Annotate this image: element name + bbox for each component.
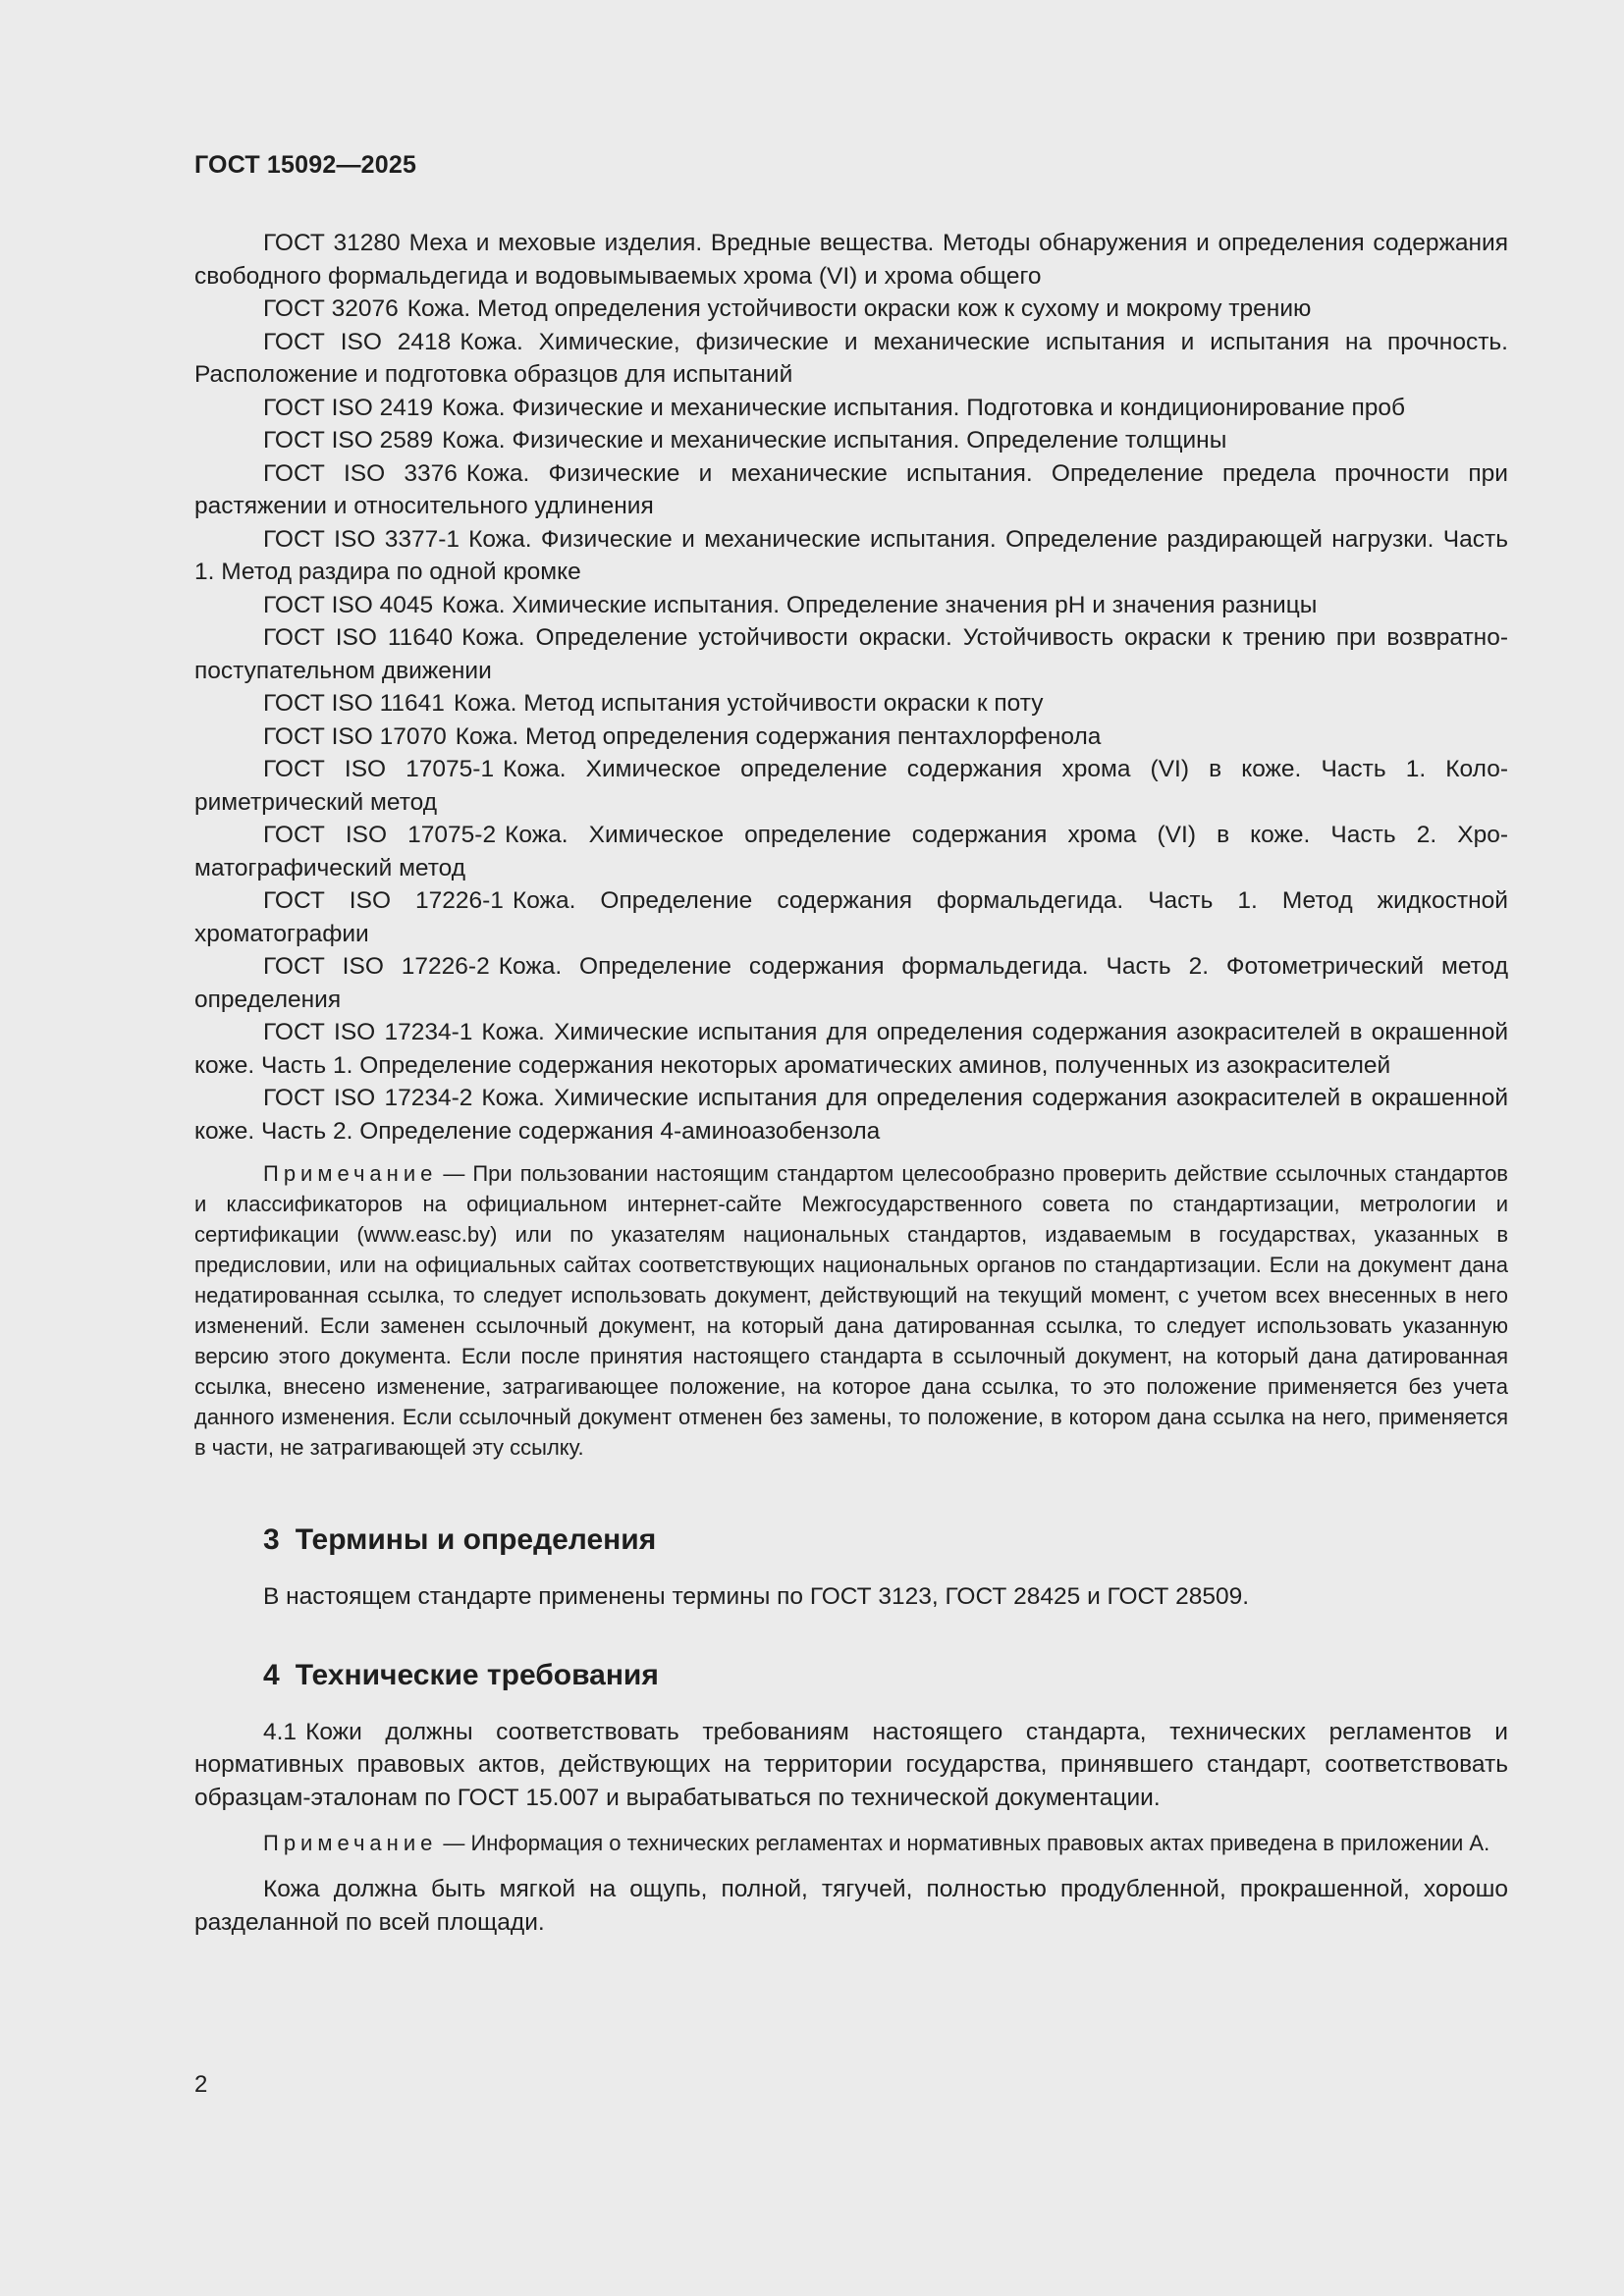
section-number: 3	[263, 1523, 280, 1556]
reference-code: ГОСТ 32076	[263, 295, 399, 322]
clause-4-1-note	[194, 1828, 1508, 1858]
page-number: 2	[194, 2071, 208, 2098]
reference-title: Кожа. Химическое определение содержания хрома (VI) в коже. Часть 1. Колориметрический метод	[194, 756, 1508, 816]
reference-code: ГОСТ 31280	[263, 230, 401, 256]
section-3-heading	[263, 1523, 1508, 1557]
reference-item	[194, 457, 1508, 523]
reference-title: Кожа. Физические и механические испытания. Определение толщины	[442, 427, 1227, 454]
reference-title: Кожа. Химические испытания для определения содержания азокрасителей в окрашенной коже. Часть 2. Определение содержания 4-аминоазобензола	[194, 1085, 1508, 1145]
reference-code: ГОСТ ISO 11640	[263, 624, 454, 651]
reference-item	[194, 753, 1508, 819]
reference-code: ГОСТ ISO 11641	[263, 690, 445, 717]
reference-item	[194, 589, 1508, 622]
reference-item	[194, 621, 1508, 687]
reference-code: ГОСТ ISO 17075-1	[263, 756, 495, 782]
reference-code: ГОСТ ISO 17226-2	[263, 953, 490, 980]
reference-title: Кожа. Метод испытания устойчивости окраски к поту	[453, 690, 1044, 717]
reference-code: ГОСТ ISO 3377-1	[263, 525, 460, 553]
document-page	[194, 137, 1508, 1939]
reference-item	[194, 227, 1508, 293]
section-title: Технические требования	[295, 1658, 659, 1691]
section-3-text: В настоящем стандарте применены термины по ГОСТ 3123, ГОСТ 28425 и ГОСТ 28509.	[263, 1583, 1250, 1610]
reference-item	[194, 1082, 1508, 1148]
reference-item	[194, 950, 1508, 1016]
note-text: — При пользовании настоящим стандартом целесообразно проверить действие ссылочных стандартов и классификаторов на официальном интернет-сайте Межгосударственного совета по стандартизации, метрологии и сертификации (www.easc.by) или по указателям национальных стандартов, издаваемым в государствах, указанных в предисловии, или на официальных сайтах соответствующих национальных органов по стандартизации. Если на документ дана недатированная ссылка, то следует использовать документ, действующий на текущий момент, с учетом всех внесенных в него изменений. Если заменен ссылочный документ, на который дана датированная ссылка, то следует использовать указанную версию этого документа. Если после принятия настоящего стандарта в ссылочный документ, на который дана датированная ссылка, внесено изменение, затрагивающее положение, на которое дана ссылка, то это положение применяется без учета данного изменения. Если ссылочный документ отменен без замены, то положение, в котором дана ссылка на него, применяется в части, не затрагивающей эту ссылку.	[194, 1161, 1508, 1460]
clause-text: Кожи должны соответствовать требованиям настоящего стандарта, технических регламентов и нормативных правовых актов, действующих на территории государства, принявшего стандарт, соответствовать образцам-эталонам по ГОСТ 15.007 и вырабатываться по технической документации.	[194, 1718, 1508, 1811]
section-4-heading	[263, 1659, 1508, 1692]
reference-item	[194, 392, 1508, 425]
reference-title: Кожа. Физические и механические испытания. Определение предела прочности при растяжении и относительного удлинения	[194, 459, 1508, 519]
reference-title: Кожа. Метод определения устойчивости окраски кож к сухому и мокрому трению	[406, 295, 1312, 322]
reference-title: Кожа. Метод определения содержания пентахлорфенола	[455, 722, 1102, 750]
reference-item	[194, 523, 1508, 589]
note-label: Примечание	[263, 1161, 438, 1186]
reference-code: ГОСТ ISO 2589	[263, 427, 434, 454]
section-title: Термины и определения	[295, 1523, 657, 1556]
reference-code: ГОСТ ISO 17075-2	[263, 822, 497, 848]
reference-item	[194, 687, 1508, 721]
references-note	[194, 1158, 1508, 1463]
reference-code: ГОСТ ISO 17226-1	[263, 887, 504, 914]
clause-4-1	[194, 1716, 1508, 1815]
section-number: 4	[263, 1658, 280, 1691]
reference-item	[194, 721, 1508, 754]
reference-title: Кожа. Физические и механические испытания. Определение раздирающей нагрузки. Часть 1. Метод раздира по одной кромке	[194, 525, 1508, 585]
reference-title: Кожа. Химические испытания для определения содержания азокрасителей в окрашенной коже. Часть 1. Определение содержания некоторых ароматических аминов, полученных из азокрасителей	[194, 1019, 1508, 1079]
reference-title: Кожа. Химическое определение содержания хрома (VI) в коже. Часть 2. Хроматографический метод	[194, 822, 1508, 881]
reference-code: ГОСТ ISO 2419	[263, 394, 434, 421]
reference-title: Кожа. Определение содержания формальдегида. Часть 2. Фотометрический метод определения	[194, 953, 1508, 1013]
reference-item	[194, 819, 1508, 884]
reference-code: ГОСТ ISO 17234-2	[263, 1085, 473, 1111]
leather-properties-paragraph: Кожа должна быть мягкой на ощупь, полной, тягучей, полностью продубленной, прокрашенной, хорошо разделанной по всей площади.	[194, 1876, 1508, 1936]
reference-title: Кожа. Определение содержания формальдегида. Часть 1. Метод жидкостной хроматографии	[194, 887, 1508, 947]
reference-item	[194, 424, 1508, 457]
reference-code: ГОСТ ISO 3376	[263, 459, 458, 487]
reference-title: Кожа. Химические, физические и механические испытания и испытания на прочность. Расположение и подготовка образцов для испытаний	[194, 328, 1508, 388]
reference-title: Кожа. Физические и механические испытания. Подготовка и кондиционирование проб	[442, 394, 1406, 421]
note-label: Примечание	[263, 1831, 438, 1855]
reference-item	[194, 1016, 1508, 1082]
clause-number: 4.1	[263, 1718, 298, 1745]
normative-references-list	[194, 227, 1508, 1148]
reference-code: ГОСТ ISO 4045	[263, 591, 434, 618]
reference-code: ГОСТ ISO 17234-1	[263, 1019, 473, 1045]
note-text: — Информация о технических регламентах и нормативных правовых актах приведена в приложении А.	[443, 1831, 1490, 1855]
document-code-header: ГОСТ 15092—2025	[194, 151, 417, 179]
reference-item	[194, 293, 1508, 326]
reference-code: ГОСТ ISO 2418	[263, 328, 452, 355]
reference-title: Кожа. Химические испытания. Определение значения pH и значения разницы	[442, 591, 1318, 618]
reference-code: ГОСТ ISO 17070	[263, 722, 447, 750]
reference-item	[194, 884, 1508, 950]
reference-title: Меха и меховые изделия. Вредные вещества. Методы обнаружения и определения содержания свободного формальдегида и водовымываемых хрома (VI) и хрома общего	[194, 230, 1508, 290]
reference-title: Кожа. Определение устойчивости окраски. Устойчивость окраски к трению при возвратно-поступательном движении	[194, 624, 1508, 684]
reference-item	[194, 326, 1508, 392]
